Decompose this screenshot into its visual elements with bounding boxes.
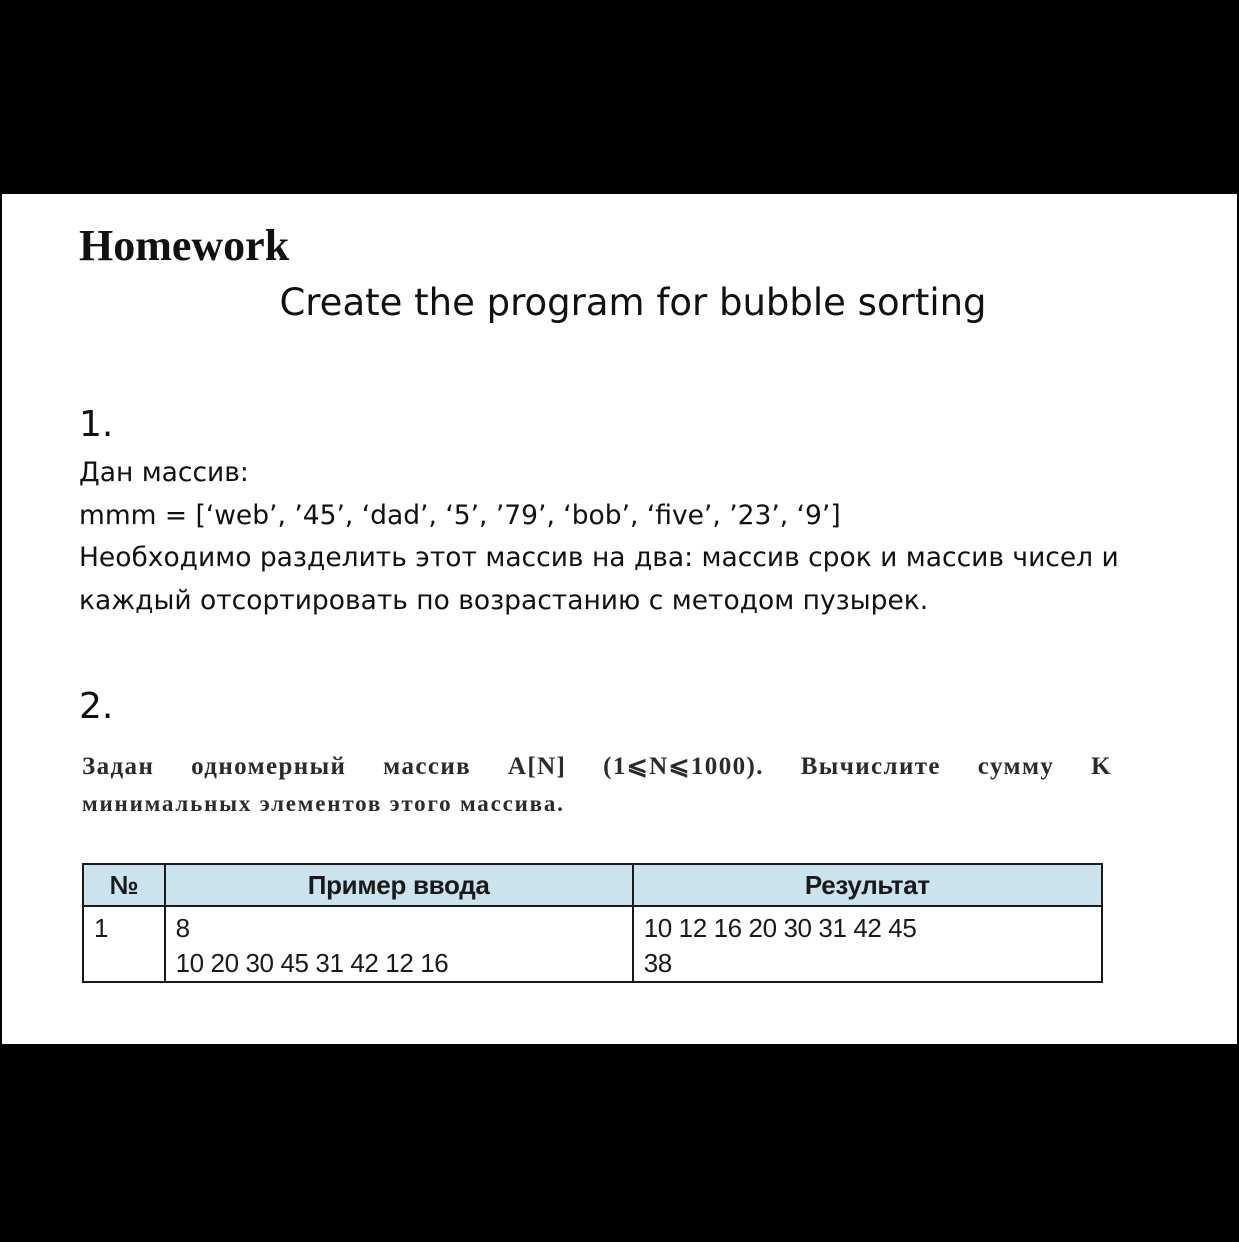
task-1-description <box>79 452 1209 622</box>
example-table <box>82 863 1103 983</box>
slide-title: Homework <box>79 221 290 270</box>
task-2-number: 2. <box>79 686 114 727</box>
cell-number: 1 <box>83 906 165 982</box>
column-header-input: Пример ввода <box>165 864 633 906</box>
slide-subtitle: Create the program for bubble sorting <box>279 281 987 324</box>
task-1-line: каждый отсортировать по возрастанию с методом пузырек. <box>79 584 929 616</box>
task-1-array-line: mmm = [‘web’, ’45’, ‘dad’, ‘5’, ’79’, ‘bob’, ‘five’, ’23’, ‘9’] <box>79 499 841 531</box>
task-2-description <box>82 748 1112 822</box>
column-header-number: № <box>83 864 165 906</box>
slide <box>2 194 1237 1044</box>
column-header-result: Результат <box>633 864 1102 906</box>
cell-result: 10 12 16 20 30 31 42 45 38 <box>633 906 1102 982</box>
table-header-row <box>83 864 1102 906</box>
task-1-line: Необходимо разделить этот массив на два: массив срок и массив чисел и <box>79 542 1119 573</box>
cell-input: 8 10 20 30 45 31 42 12 16 <box>165 906 633 982</box>
table-row <box>83 906 1102 982</box>
task-1-number: 1. <box>79 404 114 445</box>
task-2-line: Задан одномерный массив A[N] (1⩽N⩽1000). Вычислите сумму K <box>82 753 1112 780</box>
task-2-line: минимальных элементов этого массива. <box>82 791 565 816</box>
task-1-line: Дан массив: <box>79 457 249 488</box>
